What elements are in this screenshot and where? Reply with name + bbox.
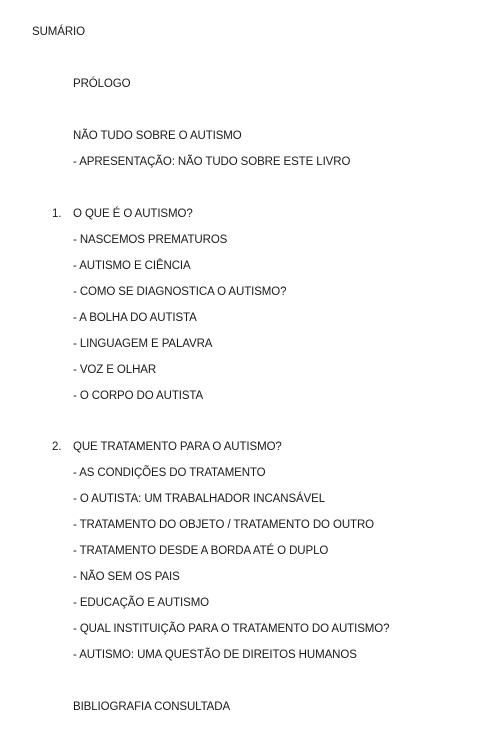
toc-subentry: - TRATAMENTO DO OBJETO / TRATAMENTO DO OUTRO [73, 519, 375, 531]
toc-entry-intro: NÃO TUDO SOBRE O AUTISMO [73, 130, 242, 142]
toc-subentry: - TRATAMENTO DESDE A BORDA ATÉ O DUPLO [73, 545, 329, 557]
toc-subentry: - AUTISMO: UMA QUESTÃO DE DIREITOS HUMANOS [73, 649, 357, 661]
toc-subentry: - O AUTISTA: UM TRABALHADOR INCANSÁVEL [73, 493, 326, 505]
chapter-number: 1. [52, 208, 62, 220]
toc-subentry: - COMO SE DIAGNOSTICA O AUTISMO? [73, 286, 287, 298]
toc-entry-chapter-2: QUE TRATAMENTO PARA O AUTISMO? [73, 441, 282, 453]
toc-subentry: - EDUCAÇÃO E AUTISMO [73, 597, 210, 609]
toc-subentry: - O CORPO DO AUTISTA [73, 390, 204, 402]
toc-subentry: - AS CONDIÇÕES DO TRATAMENTO [73, 467, 266, 479]
page-title: SUMÁRIO [32, 26, 85, 38]
toc-subentry: - VOZ E OLHAR [73, 364, 157, 376]
toc-subentry: - LINGUAGEM E PALAVRA [73, 338, 213, 350]
toc-subentry: - NÃO SEM OS PAIS [73, 571, 180, 583]
toc-subentry: - A BOLHA DO AUTISTA [73, 312, 197, 324]
toc-subentry: - QUAL INSTITUIÇÃO PARA O TRATAMENTO DO AUTISMO? [73, 623, 390, 635]
chapter-number: 2. [52, 441, 62, 453]
toc-subentry: - NASCEMOS PREMATUROS [73, 234, 228, 246]
toc-entry-bibliography: BIBLIOGRAFIA CONSULTADA [73, 701, 231, 713]
toc-entry-prologue: PRÓLOGO [73, 78, 131, 90]
toc-subentry: - APRESENTAÇÃO: NÃO TUDO SOBRE ESTE LIVRO [73, 156, 351, 168]
toc-entry-chapter-1: O QUE É O AUTISMO? [73, 208, 193, 220]
toc-subentry: - AUTISMO E CIÊNCIA [73, 260, 191, 272]
